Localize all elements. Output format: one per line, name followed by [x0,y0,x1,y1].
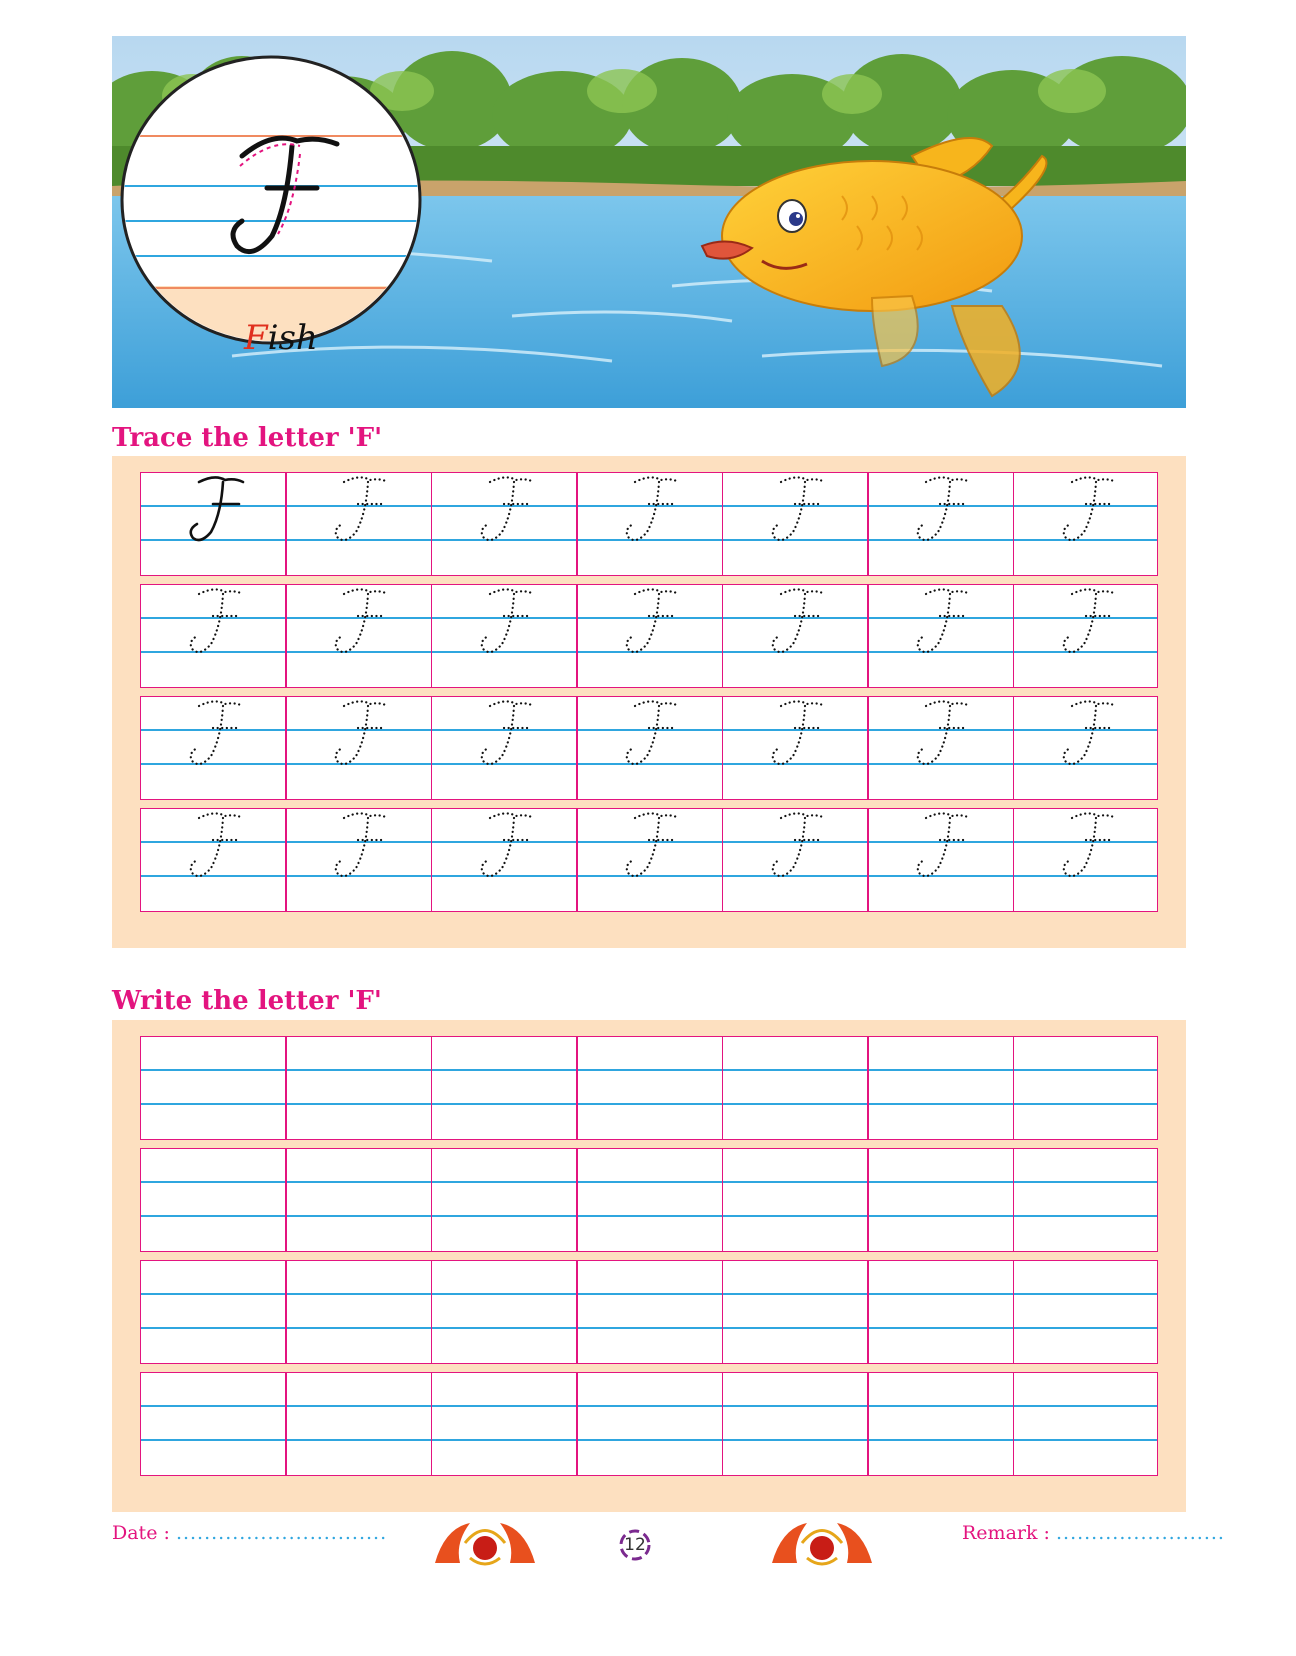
practice-cell[interactable] [1014,809,1159,910]
practice-cell[interactable] [723,585,868,686]
practice-cell[interactable] [577,1037,722,1138]
letter-f-dotted-icon [745,586,845,658]
fish-word: Fish [244,318,318,358]
write-section-title: Write the letter 'F' [112,986,382,1016]
flower-ornament-left [425,1508,545,1578]
practice-cell[interactable] [868,1373,1013,1474]
practice-cell[interactable] [868,697,1013,798]
practice-row [140,472,1158,576]
practice-row [140,696,1158,800]
practice-cell[interactable] [432,1373,577,1474]
practice-cell[interactable] [286,697,431,798]
page-number: 12 [618,1528,652,1562]
practice-row [140,1260,1158,1364]
letter-f-dotted-icon [308,698,408,770]
practice-cell[interactable] [141,697,286,798]
letter-f-dotted-icon [1036,586,1136,658]
practice-cell[interactable] [432,809,577,910]
practice-cell[interactable] [286,1037,431,1138]
letter-f-dotted-icon [890,474,990,546]
practice-cell[interactable] [868,809,1013,910]
letter-f-dotted-icon [599,698,699,770]
practice-row [140,584,1158,688]
practice-row [140,1036,1158,1140]
practice-cell[interactable] [286,585,431,686]
practice-cell[interactable] [723,809,868,910]
practice-cell[interactable] [141,585,286,686]
letter-f-dotted-icon [599,474,699,546]
letter-f-dotted-icon [454,810,554,882]
practice-cell[interactable] [141,473,286,574]
practice-cell[interactable] [577,473,722,574]
letter-f-dotted-icon [745,698,845,770]
practice-cell[interactable] [723,473,868,574]
letter-f-dotted-icon [454,474,554,546]
practice-cell[interactable] [141,809,286,910]
practice-cell[interactable] [432,1037,577,1138]
letter-f-dotted-icon [163,698,263,770]
practice-cell[interactable] [723,697,868,798]
practice-cell[interactable] [723,1261,868,1362]
letter-f-dotted-icon [454,698,554,770]
practice-cell[interactable] [577,1149,722,1250]
practice-cell[interactable] [577,1261,722,1362]
practice-cell[interactable] [868,1261,1013,1362]
letter-f-dotted-icon [1036,474,1136,546]
letter-f-dotted-icon [454,586,554,658]
practice-cell[interactable] [286,473,431,574]
practice-cell[interactable] [432,1149,577,1250]
practice-cell[interactable] [868,1037,1013,1138]
practice-cell[interactable] [577,697,722,798]
practice-cell[interactable] [141,1149,286,1250]
practice-cell[interactable] [432,697,577,798]
practice-cell[interactable] [141,1373,286,1474]
date-field: Date : .............................. [112,1522,388,1544]
letter-f-solid-icon [163,474,263,546]
practice-cell[interactable] [723,1037,868,1138]
letter-f-dotted-icon [1036,810,1136,882]
letter-f-dotted-icon [308,474,408,546]
letter-f-dotted-icon [163,586,263,658]
practice-cell[interactable] [868,1149,1013,1250]
remark-field: Remark : ........................ [962,1522,1225,1544]
practice-cell[interactable] [141,1037,286,1138]
practice-cell[interactable] [1014,1149,1159,1250]
letter-f-dotted-icon [745,474,845,546]
practice-cell[interactable] [577,1373,722,1474]
letter-f-dotted-icon [599,586,699,658]
letter-f-dotted-icon [308,810,408,882]
practice-row [140,808,1158,912]
practice-row [140,1148,1158,1252]
write-practice-panel [112,1020,1186,1512]
practice-cell[interactable] [286,1149,431,1250]
letter-f-dotted-icon [308,586,408,658]
practice-cell[interactable] [1014,1037,1159,1138]
practice-cell[interactable] [577,809,722,910]
practice-cell[interactable] [286,809,431,910]
practice-cell[interactable] [432,1261,577,1362]
practice-cell[interactable] [723,1149,868,1250]
letter-f-dotted-icon [1036,698,1136,770]
practice-cell[interactable] [432,585,577,686]
trace-practice-panel [112,456,1186,948]
trace-section-title: Trace the letter 'F' [112,423,383,453]
practice-cell[interactable] [286,1373,431,1474]
practice-row [140,1372,1158,1476]
letter-f-dotted-icon [890,810,990,882]
practice-cell[interactable] [1014,473,1159,574]
letter-f-dotted-icon [599,810,699,882]
header-illustration [112,36,1186,408]
letter-f-dotted-icon [163,810,263,882]
practice-cell[interactable] [868,585,1013,686]
letter-f-dotted-icon [745,810,845,882]
practice-cell[interactable] [432,473,577,574]
practice-cell[interactable] [1014,585,1159,686]
practice-cell[interactable] [286,1261,431,1362]
practice-cell[interactable] [1014,1261,1159,1362]
practice-cell[interactable] [1014,1373,1159,1474]
letter-f-dotted-icon [890,698,990,770]
letter-f-dotted-icon [890,586,990,658]
flower-ornament-right [762,1508,882,1578]
practice-cell[interactable] [577,585,722,686]
practice-cell[interactable] [723,1373,868,1474]
practice-cell[interactable] [868,473,1013,574]
practice-cell[interactable] [141,1261,286,1362]
practice-cell[interactable] [1014,697,1159,798]
